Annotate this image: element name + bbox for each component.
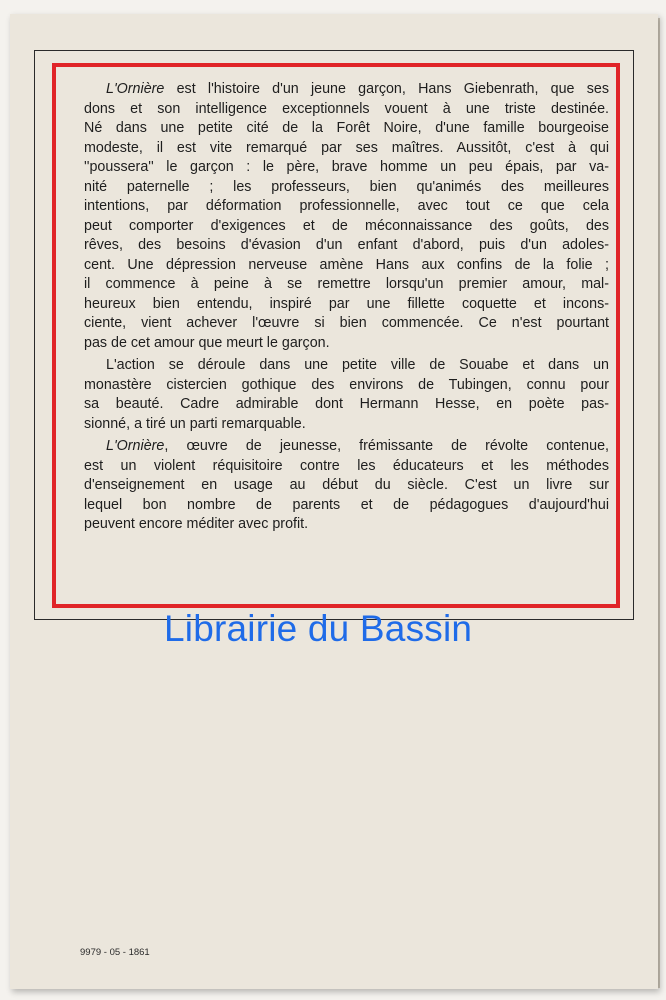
blurb-line: il commence à peine à se remettre lorsqu'un premier amour, mal-	[84, 276, 609, 292]
book-title: L'Ornière	[106, 81, 165, 97]
blurb-line: L'Ornière est l'histoire d'un jeune garçon, Hans Giebenrath, que ses	[106, 81, 609, 97]
blurb-line: est un violent réquisitoire contre les éducateurs et les méthodes	[84, 457, 609, 474]
blurb-line: d'enseignement en usage au début du siècle. C'est un livre sur	[84, 477, 609, 493]
blurb-line: pas de cet amour que meurt le garçon.	[84, 334, 330, 351]
blurb-text	[84, 80, 609, 535]
blurb-line: ciente, vient achever l'œuvre si bien commencée. Ce n'est pourtant	[84, 315, 609, 331]
blurb-line: peuvent encore méditer avec profit.	[84, 516, 309, 532]
blurb-line: sa beauté. Cadre admirable dont Hermann Hesse, en poète pas-	[84, 396, 609, 412]
blurb-line: L'Ornière, œuvre de jeunesse, frémissante de révolte contenue,	[106, 438, 609, 454]
blurb-line: peut comporter d'exigences et de méconnaissance des goûts, des	[84, 217, 609, 234]
bookseller-watermark: Librairie du Bassin	[164, 608, 473, 649]
book-title: L'Ornière	[106, 438, 165, 454]
blurb-line: dons et son intelligence exceptionnels vouent à une triste destinée.	[84, 100, 609, 117]
blurb-line: nité paternelle ; les professeurs, bien qu'animés des meilleures	[84, 178, 609, 195]
blurb-line: lequel bon nombre de parents et de pédagogues d'aujourd'hui	[84, 496, 609, 513]
blurb-line: heureux bien entendu, inspiré par une fillette coquette et incons-	[84, 295, 609, 312]
isbn-number: 9979 - 05 - 1861	[80, 947, 150, 958]
blurb-line: Né dans une petite cité de la Forêt Noire, d'une famille bourgeoise	[84, 120, 609, 136]
blurb-line: ''poussera'' le garçon : le père, brave homme un peu épais, par va-	[84, 159, 609, 175]
blurb-line: intentions, par déformation professionnelle, avec tout ce que cela	[84, 198, 609, 214]
blurb-line: monastère cistercien gothique des environs de Tubingen, connu pour	[84, 376, 609, 393]
blurb-line: modeste, il est vite remarqué par ses maîtres. Aussitôt, c'est à qui	[84, 139, 609, 156]
blurb-line: L'action se déroule dans une petite ville de Souabe et dans un	[106, 357, 609, 373]
blurb-line: sionné, a tiré un parti remarquable.	[84, 415, 306, 432]
blurb-line: rêves, des besoins d'évasion d'un enfant d'abord, puis d'un adoles-	[84, 237, 609, 253]
blurb-line: cent. Une dépression nerveuse amène Hans aux confins de la folie ;	[84, 256, 609, 273]
